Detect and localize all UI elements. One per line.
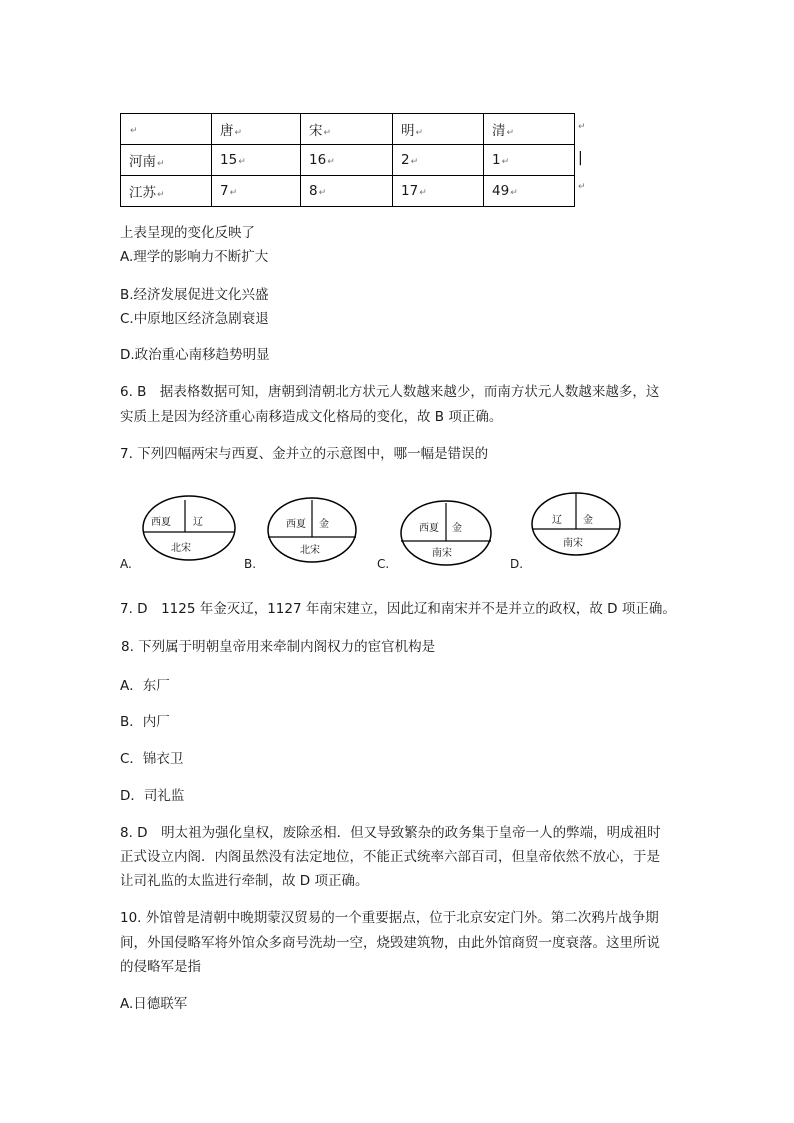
diagram-a-label: A.: [120, 557, 132, 571]
table-cell: 唐↵: [212, 114, 301, 145]
diagram-c: [399, 499, 493, 567]
table-cell: 河南↵: [121, 145, 212, 176]
table-cell: ↵: [121, 114, 212, 145]
question-8-stem: 8. 下列属于明朝皇帝用来牵制内阁权力的宦官机构是: [121, 639, 436, 655]
table-cell: 2↵: [393, 145, 484, 176]
answer-7: 7. D 1125 年金灭辽，1127 年南宋建立，因此辽和南宋并不是并立的政权，故 D 项正确。: [120, 601, 676, 617]
region-label: 金: [319, 519, 329, 530]
option-c: C.中原地区经济急剧衰退: [120, 311, 269, 327]
option-a: A.理学的影响力不断扩大: [120, 249, 269, 265]
option-d: D．司礼监: [120, 788, 185, 804]
question-stem: 上表呈现的变化反映了: [120, 225, 255, 241]
table-cell: 7↵: [212, 176, 301, 207]
answer-6-line2: 实质上是因为经济重心南移造成文化格局的变化，故 B 项正确。: [120, 409, 503, 425]
region-label: 北宋: [300, 545, 320, 556]
question-10-line1: 10. 外馆曾是清朝中晚期蒙汉贸易的一个重要据点，位于北京安定门外。第二次鸦片战争期: [120, 910, 659, 926]
region-label: 金: [583, 515, 593, 526]
region-label: 辽: [193, 517, 203, 528]
table-header-row: [121, 114, 575, 145]
row-end-mark: ↵: [578, 182, 586, 192]
table-cell: 16↵: [301, 145, 393, 176]
table-cell: 宋↵: [301, 114, 393, 145]
diagram-d-label: D.: [510, 557, 524, 571]
row-end-mark: ↵: [578, 122, 586, 132]
answer-8-line2: 正式设立内阁．内阁虽然没有法定地位，不能正式统率六部百司，但皇帝依然不放心，于是: [120, 849, 660, 865]
table-cell: 17↵: [393, 176, 484, 207]
option-c: C．锦衣卫: [120, 751, 184, 767]
question-10-line2: 间，外国侵略军将外馆众多商号洗劫一空，烧毁建筑物，由此外馆商贸一度衰落。这里所说: [120, 935, 660, 951]
answer-8-line1: 8. D 明太祖为强化皇权，废除丞相．但又导致繁杂的政务集于皇帝一人的弊端，明成祖时: [120, 825, 661, 841]
table-cell: 49↵: [484, 176, 575, 207]
region-label: 西夏: [286, 519, 306, 530]
diagram-b-label: B.: [244, 557, 257, 571]
question-7-stem: 7. 下列四幅两宋与西夏、金并立的示意图中，哪一幅是错误的: [120, 446, 489, 462]
option-a: A.日德联军: [120, 996, 188, 1012]
table-cell: 8↵: [301, 176, 393, 207]
table-row: [121, 145, 575, 176]
table-cell: 1↵: [484, 145, 575, 176]
table-cell: 江苏↵: [121, 176, 212, 207]
region-label: 南宋: [432, 548, 452, 559]
table-row: [121, 176, 575, 207]
table-cell: 清↵: [484, 114, 575, 145]
option-d: D.政治重心南移趋势明显: [120, 347, 270, 363]
question-10-line3: 的侵略军是指: [120, 959, 201, 975]
diagram-c-label: C.: [377, 557, 390, 571]
row-end-bar: |: [578, 150, 583, 166]
answer-6-line1: 6. B 据表格数据可知，唐朝到清朝北方状元人数越来越少，而南方状元人数越来越多，这: [120, 384, 660, 400]
region-label: 西夏: [419, 523, 439, 534]
region-label: 金: [452, 523, 462, 534]
option-b: B.经济发展促进文化兴盛: [120, 287, 269, 303]
region-label: 南宋: [563, 538, 583, 549]
region-label: 辽: [552, 515, 562, 526]
table-cell: 明↵: [393, 114, 484, 145]
option-b: B．内厂: [120, 714, 170, 730]
diagram-d: [530, 490, 622, 558]
region-label: 西夏: [151, 517, 171, 528]
diagram-a: [141, 494, 237, 562]
diagram-b: [266, 496, 358, 564]
region-label: 北宋: [171, 543, 191, 554]
scholar-count-table: [120, 113, 575, 207]
answer-8-line3: 让司礼监的太监进行牵制，故 D 项正确。: [120, 873, 369, 889]
table-cell: 15↵: [212, 145, 301, 176]
option-a: A．东厂: [120, 678, 170, 694]
